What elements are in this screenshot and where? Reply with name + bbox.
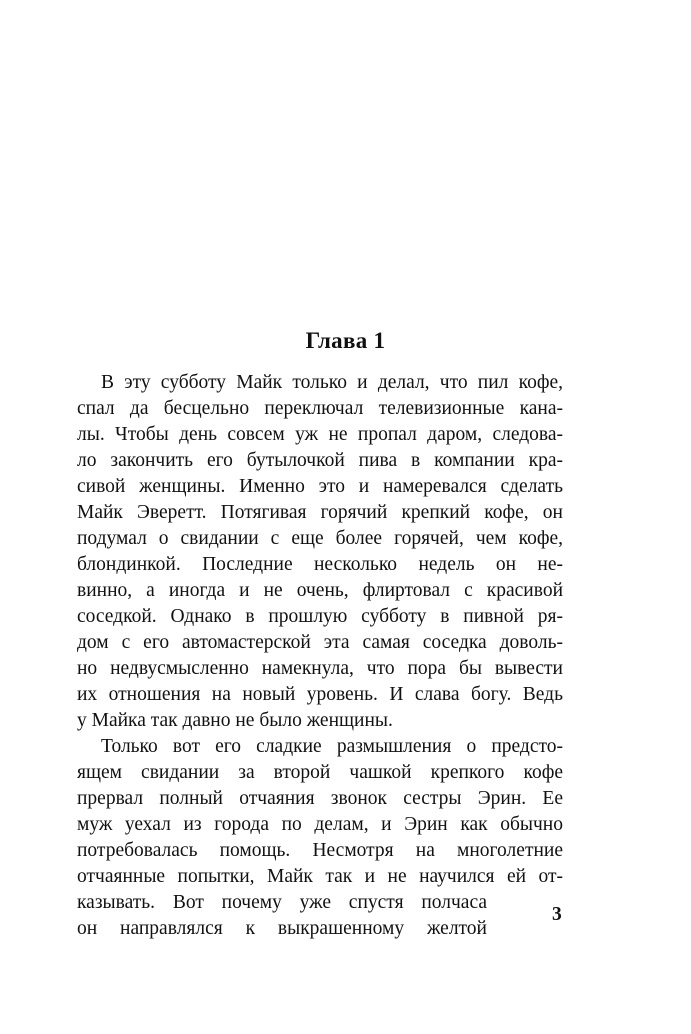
text-line: соседкой. Однако в прошлую субботу в пивной ря- <box>77 606 563 627</box>
text-line: он направлялся к выкрашенному желтой <box>77 918 487 939</box>
text-line: отчаянные попытки, Майк так и не научился ей от- <box>77 866 563 887</box>
text-line: прервал полный отчаяния звонок сестры Эрин. Ее <box>77 788 563 809</box>
text-line: потребовалась помощь. Несмотря на многолетние <box>77 840 563 861</box>
text-line: Майк Эверетт. Потягивая горячий крепкий кофе, он <box>77 502 563 523</box>
text-line: Только вот его сладкие размышления о предсто- <box>101 736 563 757</box>
text-line: у Майка так давно не было женщины. <box>77 710 393 731</box>
text-line: подумал о свидании с еще более горячей, чем кофе, <box>77 528 563 549</box>
paragraph-2 <box>77 734 563 942</box>
text-line: винно, а иногда и не очень, флиртовал с красивой <box>77 580 563 601</box>
text-line: В эту субботу Майк только и делал, что пил кофе, <box>101 372 563 393</box>
text-line: лы. Чтобы день совсем уж не пропал даром, следова- <box>77 424 563 445</box>
text-line: дом с его автомастерской эта самая соседка доволь- <box>77 632 563 653</box>
text-line: спал да бесцельно переключал телевизионные кана- <box>77 398 563 419</box>
text-line: ящем свидании за второй чашкой крепкого кофе <box>77 762 563 783</box>
text-line: казывать. Вот почему уже спустя полчаса <box>77 892 487 913</box>
text-line: их отношения на новый уровень. И слава богу. Ведь <box>77 684 563 705</box>
page-number: 3 <box>552 904 562 925</box>
text-line: ло закончить его бутылочкой пива в компании кра- <box>77 450 563 471</box>
paragraph-1 <box>77 370 563 734</box>
body-text <box>77 370 563 942</box>
text-line: но недвусмысленно намекнула, что пора бы вывести <box>77 658 563 679</box>
text-line: сивой женщины. Именно это и намеревался сделать <box>77 476 563 497</box>
text-line: блондинкой. Последние несколько недель он не- <box>77 554 563 575</box>
chapter-title: Глава 1 <box>305 328 386 353</box>
text-line: муж уехал из города по делам, и Эрин как обычно <box>77 814 563 835</box>
